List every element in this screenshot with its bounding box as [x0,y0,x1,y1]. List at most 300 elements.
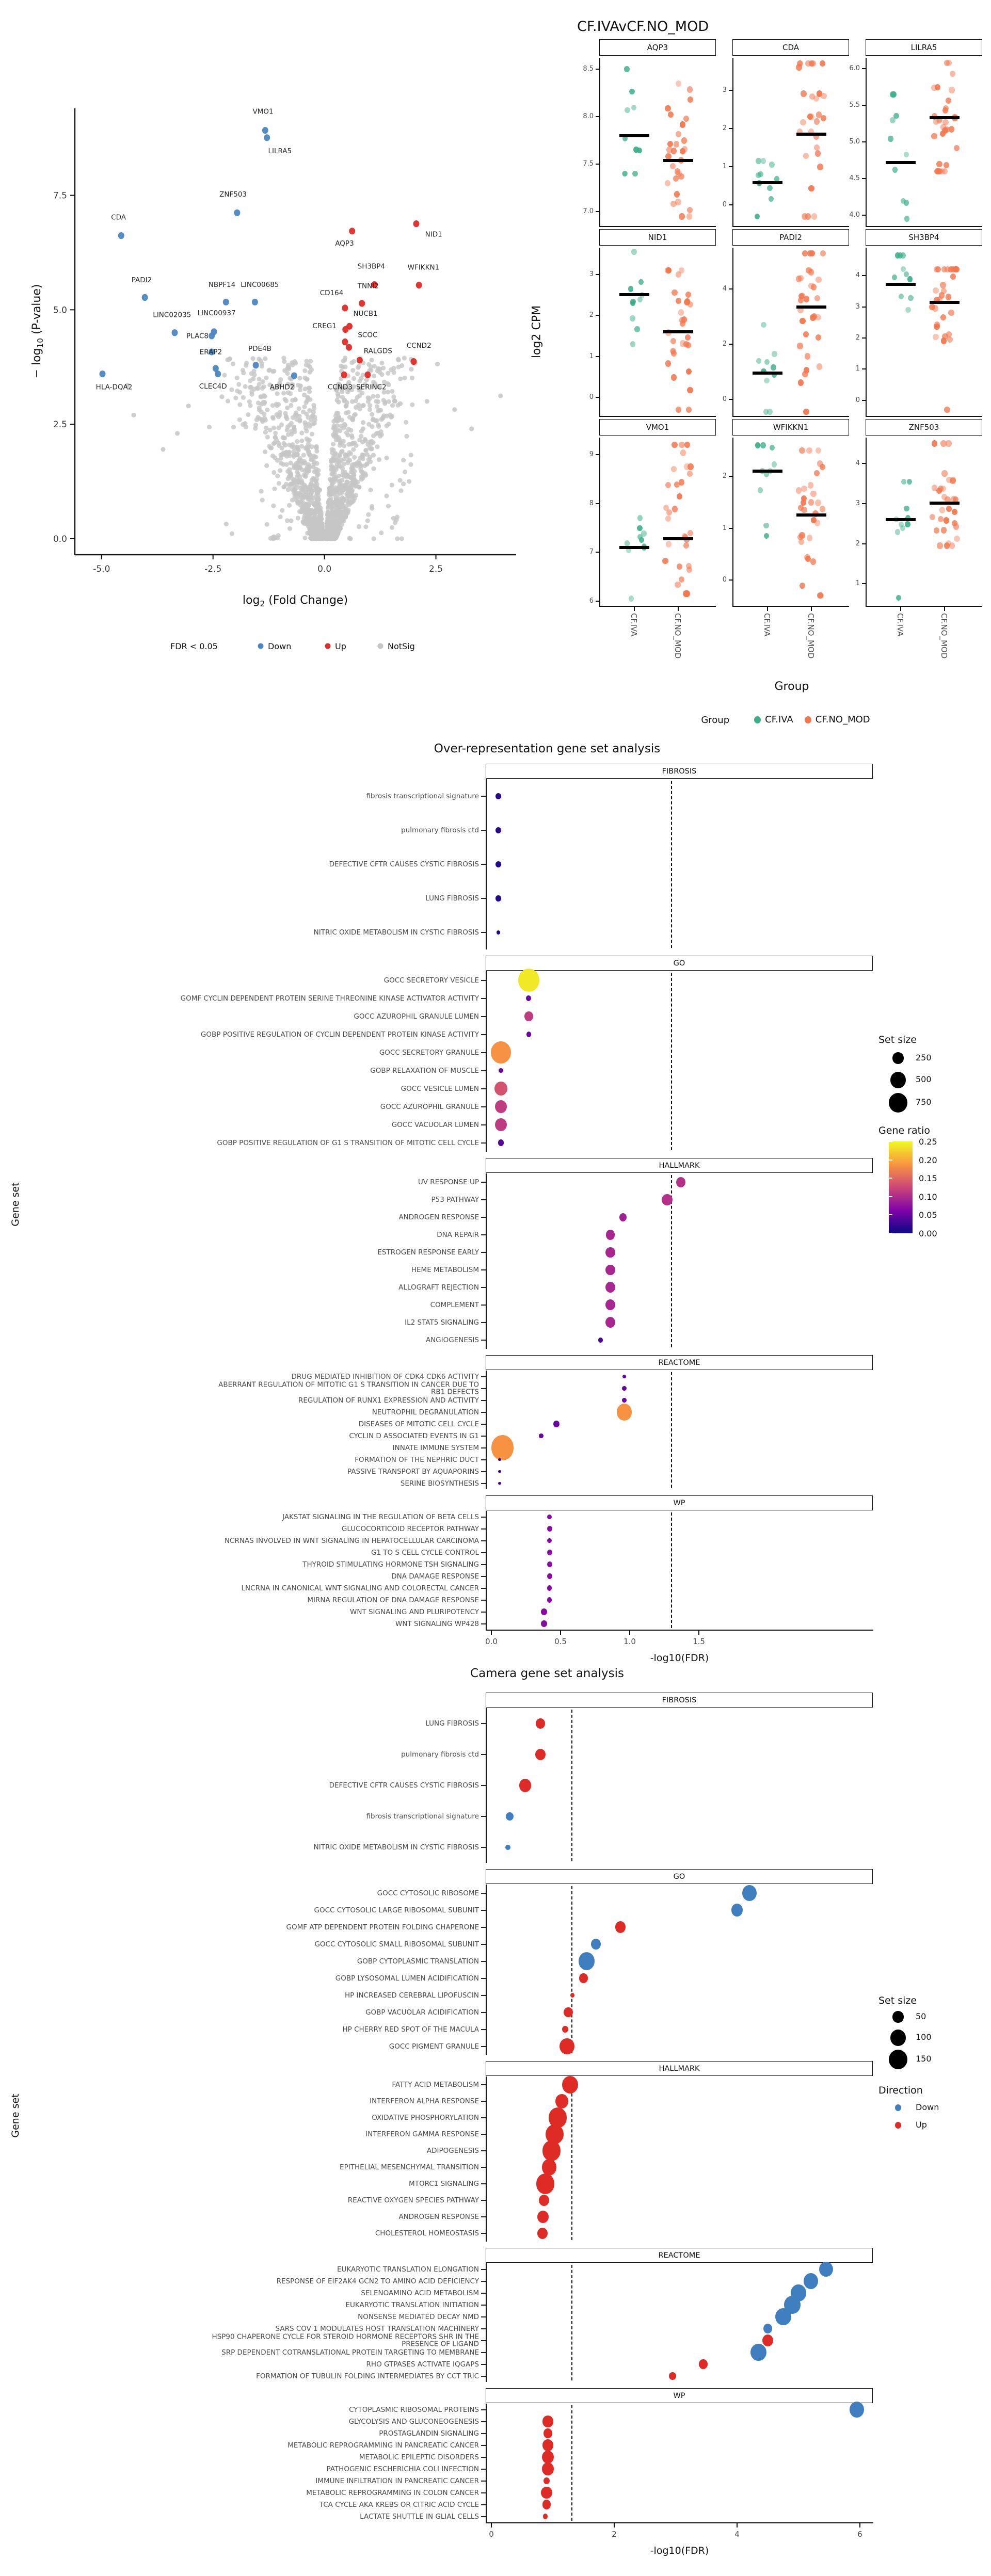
facet-strip-FIBROSIS: FIBROSIS [486,764,873,779]
gene-label-ERAP2: ERAP2 [199,348,222,357]
x-tick-label: 1.0 [624,1637,636,1646]
row-label: COMPLEMENT [430,1300,479,1309]
row-tick [481,2216,486,2217]
row-tick [481,1816,486,1817]
row-tick [481,2376,486,2377]
dot-formation-of-tubulin-folding-intermediat [669,2372,676,2380]
svg-text:0.0: 0.0 [317,564,332,574]
svg-text:7.5: 7.5 [53,190,67,201]
facet-strip-HALLMARK: HALLMARK [486,1158,873,1173]
row-label: LNCRNA IN CANONICAL WNT SIGNALING AND COLORECTAL CANCER [241,1584,479,1592]
colorbar-tick-0.20: 0.20 [919,1155,937,1165]
gene-label-CDA: CDA [111,213,126,222]
x-axis-label: -log10(FDR) [650,1652,709,1664]
y-tick-label: 4 [722,285,727,293]
gene-label-SERINC2: SERINC2 [356,383,387,392]
gene-label-LILRA5: LILRA5 [268,147,292,155]
dot-srp-dependent-cotranslational-protein-ta [750,2344,766,2361]
significance-threshold-line [571,2078,572,2240]
fdr-legend-label-Down: Down [268,641,292,651]
dot-sars-cov-1-modulates-host-translation-ma [763,2324,773,2334]
row-label: EUKARYOTIC TRANSLATION INITIATION [345,2300,479,2309]
row-label: LUNG FIBROSIS [425,1719,479,1728]
row-tick [481,2084,486,2085]
fdr-legend-label-NotSig: NotSig [388,641,415,651]
significance-threshold-line [571,2405,572,2521]
dot-pathogenic-escherichia-coli-infection [542,2462,553,2475]
row-label: GOBP CYTOPLASMIC TRANSLATION [357,1957,479,1966]
dot-hp-increased-cerebral-lipofuscin [570,1993,574,1998]
gene-label-CREG1: CREG1 [312,321,337,330]
ora-ylabel: Gene set [10,1182,21,1227]
y-tick-label: 0 [855,396,860,404]
group-legend-title: Group [701,714,730,726]
row-label: G1 TO S CELL CYCLE CONTROL [371,1548,479,1557]
row-tick [481,2516,486,2517]
row-label: GOCC PIGMENT GRANULE [389,2042,479,2051]
row-label: GOCC AZUROPHIL GRANULE LUMEN [354,1012,479,1021]
x-tick-label: 4 [734,2530,740,2539]
row-label: ESTROGEN RESPONSE EARLY [377,1248,479,1257]
y-tick-label: 3 [722,86,727,94]
row-label: pulmonary fibrosis ctd [401,826,479,834]
camera-set-size-legend-title: Set size [878,1995,917,2006]
dot-gocc-pigment-granule [560,2038,574,2054]
gene-label-PLAC8: PLAC8 [186,332,209,341]
row-label: IMMUNE INFILTRATION IN PANCREATIC CANCER [315,2476,479,2485]
svg-text:2.5: 2.5 [429,564,443,574]
row-tick [481,1847,486,1848]
gene-label-WFIKKN1: WFIKKN1 [407,263,440,272]
row-label: MTORC1 SIGNALING [409,2179,479,2188]
row-label: NONSENSE MEDIATED DECAY NMD [358,2312,479,2321]
row-label: GOBP RELAXATION OF MUSCLE [370,1066,479,1075]
y-tick-label: 3 [855,500,860,508]
y-tick-label: 0 [589,393,594,401]
x-tick-label: 6 [857,2530,862,2539]
dot-rho-gtpases-activate-iqgaps [699,2359,707,2369]
gene-label-ZNF503: ZNF503 [219,190,247,199]
set-size-label-500: 500 [916,1074,932,1084]
dot-cholesterol-homeostasis [537,2228,548,2239]
row-label: NCRNAS INVOLVED IN WNT SIGNALING IN HEPATOCELLULAR CARCINOMA [224,1536,479,1545]
row-tick [481,2183,486,2184]
row-label: RHO GTPASES ACTIVATE IQGAPS [366,2360,479,2369]
gene-label-PDE4B: PDE4B [248,345,271,353]
x-axis-tick [614,2523,615,2527]
x-axis-tick [737,2523,738,2527]
gene-label-RALGDS: RALGDS [363,347,392,356]
y-tick-label: 3 [589,270,594,278]
row-label: EUKARYOTIC TRANSLATION ELONGATION [337,2265,479,2274]
facet-strip-FIBROSIS: FIBROSIS [486,1693,873,1708]
dot-epithelial-mesenchymal-transition [542,2159,556,2175]
row-label: OXIDATIVE PHOSPHORYLATION [372,2113,479,2122]
row-label: GOCC CYTOSOLIC RIBOSOME [377,1889,479,1897]
row-label: DEFECTIVE CFTR CAUSES CYSTIC FIBROSIS [329,1781,479,1790]
volcano-xlabel: $\log_2$ (Fold Change) [242,594,348,608]
fdr-legend-label-Up: Up [335,641,346,651]
y-tick-label: 7 [589,548,594,556]
facet-strip-GO: GO [486,1869,873,1884]
svg-text:-5.0: -5.0 [93,564,110,574]
y-tick-label: 9 [589,450,594,459]
dot-adipogenesis [542,2140,561,2161]
row-label: GOCC SECRETORY GRANULE [379,1048,479,1057]
y-tick-label: 8.5 [583,65,594,73]
row-tick [481,1944,486,1945]
row-tick [481,1961,486,1962]
facet-strip-WP: WP [486,2388,873,2403]
row-label: ABERRANT REGULATION OF MITOTIC G1 S TRANSITION IN CANCER DUE TO RB1 DEFECTS [218,1380,479,1396]
set-size-label-750: 750 [916,1097,932,1107]
row-label: DISEASES OF MITOTIC CELL CYCLE [358,1420,479,1428]
facet-strip-HALLMARK: HALLMARK [486,2061,873,2076]
row-label: INNATE IMMUNE SYSTEM [392,1443,479,1452]
row-tick [481,1785,486,1786]
row-label: ADIPOGENESIS [426,2146,479,2155]
x-tick-label: 0.5 [554,1637,567,1646]
row-label: HEME METABOLISM [411,1265,479,1274]
x-tick-label: 0.0 [485,1637,498,1646]
colorbar-tick-0.05: 0.05 [919,1210,937,1220]
row-label: GOCC AZUROPHIL GRANULE [380,1102,479,1111]
row-label: pulmonary fibrosis ctd [401,1750,479,1759]
row-tick [481,2409,486,2410]
row-tick [481,2340,486,2341]
colorbar-tick-0.10: 0.10 [919,1192,937,1202]
row-label: GOCC CYTOSOLIC LARGE RIBOSOMAL SUBUNIT [314,1906,479,1914]
y-tick-label: 0 [722,575,727,584]
y-tick-label: 4 [855,271,860,280]
row-label: HP CHERRY RED SPOT OF THE MACULA [342,2025,479,2034]
row-tick [481,2200,486,2201]
row-label: fibrosis transcriptional signature [366,1812,479,1821]
row-tick [481,2469,486,2470]
row-label: SRP DEPENDENT COTRANSLATIONAL PROTEIN TARGETING TO MEMBRANE [221,2348,479,2357]
significance-threshold-line [571,1886,572,2053]
dot-prostaglandin-signaling [544,2428,552,2438]
significance-threshold-line [571,2265,572,2380]
x-axis-line [486,2522,873,2523]
stripchart-ylabel: log2 CPM [530,305,544,359]
dot-gocc-cytosolic-small-ribosomal-subunit [591,1939,601,1950]
row-label: ALLOGRAFT REJECTION [398,1283,479,1292]
set-size-label-250: 250 [916,1053,932,1062]
y-tick-label: 4.5 [849,174,860,182]
y-tick-label: 6 [589,597,594,605]
row-label: HP INCREASED CEREBRAL LIPOFUSCIN [344,1991,479,2000]
row-label: MIRNA REGULATION OF DNA DAMAGE RESPONSE [307,1596,479,1604]
row-label: GOBP VACUOLAR ACIDIFICATION [365,2008,479,2017]
panel-y-axis [486,1885,487,2055]
row-tick [481,2167,486,2168]
row-label: METABOLIC REPROGRAMMING IN COLON CANCER [306,2488,479,2497]
set-size-label-100: 100 [916,2032,932,2042]
row-tick [481,1723,486,1724]
row-tick [481,2328,486,2329]
row-label: GOMF CYCLIN DEPENDENT PROTEIN SERINE THREONINE KINASE ACTIVATOR ACTIVITY [180,994,479,1003]
row-label: FATTY ACID METABOLISM [392,2080,479,2089]
gene-label-CCND2: CCND2 [406,342,431,350]
row-label: NITRIC OXIDE METABOLISM IN CYSTIC FIBROSIS [313,1843,479,1852]
row-tick [481,2445,486,2446]
row-label: GLYCOLYSIS AND GLUCONEOGENESIS [348,2417,479,2426]
row-tick [481,2281,486,2282]
row-tick [481,1910,486,1911]
panel-y-axis [486,2263,487,2382]
facet-strip-CDA: CDA [732,39,849,56]
y-tick-label: 2 [589,311,594,319]
y-tick-label: 1 [855,365,860,373]
x-tick-label-CF.NO_MOD: CF.NO_MOD [939,613,949,659]
y-tick-label: 4 [855,459,860,468]
row-label: CHOLESTEROL HOMEOSTASIS [375,2229,479,2237]
dot-gobp-lysosomal-lumen-acidification [579,1973,587,1983]
gene-label-SCOC: SCOC [358,331,378,340]
dot-reactive-oxygen-species-pathway [539,2195,549,2206]
y-tick-label: 1 [589,352,594,360]
panel-y-axis [486,1708,487,1863]
row-label: IL2 STAT5 SIGNALING [405,1318,479,1327]
y-tick-label: 2 [722,340,727,348]
facet-strip-LILRA5: LILRA5 [866,39,982,56]
row-tick [481,2150,486,2151]
row-tick [481,2293,486,2294]
dot-hsp90-chaperone-cycle-for-steroid-hormon [762,2335,773,2346]
row-label: REGULATION OF RUNX1 EXPRESSION AND ACTIVITY [298,1396,479,1405]
gene-label-SH3BP4: SH3BP4 [357,262,385,271]
facet-strip-ZNF503: ZNF503 [866,419,982,436]
y-tick-label: 1 [722,524,727,532]
row-label: CYCLIN D ASSOCIATED EVENTS IN G1 [349,1431,479,1440]
row-label: DNA REPAIR [437,1230,479,1239]
set-size-dot-150 [889,2050,908,2070]
row-tick [481,2012,486,2013]
colorbar-tick-0.25: 0.25 [919,1137,937,1147]
x-axis-tick [859,2523,860,2527]
row-label: ANGIOGENESIS [425,1335,479,1344]
camera-title: Camera gene set analysis [470,1667,624,1680]
row-label: GLUCOCORTICOID RECEPTOR PATHWAY [341,1524,479,1533]
y-tick-label: 4.0 [849,211,860,219]
dot-hp-cherry-red-spot-of-the-macula [562,2026,568,2033]
row-label: SERINE BIOSYNTHESIS [400,1479,479,1488]
row-label: INTERFERON GAMMA RESPONSE [365,2130,479,2138]
row-label: SELENOAMINO ACID METABOLISM [361,2289,479,2297]
direction-dot-Up [895,2122,901,2129]
row-label: GOMF ATP DEPENDENT PROTEIN FOLDING CHAPERONE [286,1923,479,1931]
y-tick-label: 0 [722,395,727,403]
row-label: GOCC CYTOSOLIC SMALL RIBOSOMAL SUBUNIT [314,1940,479,1949]
ora-title: Over-representation gene set analysis [434,742,661,755]
row-label: fibrosis transcriptional signature [366,792,479,800]
x-tick-label-CF.IVA: CF.IVA [762,613,772,637]
facet-strip-AQP3: AQP3 [599,39,716,56]
facet-strip-PADI2: PADI2 [732,229,849,246]
stripchart-xlabel: Group [774,680,809,693]
row-tick [481,2481,486,2482]
set-size-dot-50 [892,2011,903,2022]
dot-metabolic-epileptic-disorders [542,2451,554,2464]
set-size-label-150: 150 [916,2054,932,2064]
row-label: GOBP LYSOSOMAL LUMEN ACIDIFICATION [335,1974,479,1983]
row-label: SARS COV 1 MODULATES HOST TRANSLATION MACHINERY [275,2324,479,2333]
row-tick [481,2046,486,2047]
y-tick-label: 5.0 [849,138,860,146]
gene-label-TNNI2: TNNI2 [357,282,379,291]
row-tick [481,2101,486,2102]
row-label: GOCC VACUOLAR LUMEN [391,1120,479,1129]
facet-strip-REACTOME: REACTOME [486,2248,873,2263]
row-label: WNT SIGNALING AND PLURIPOTENCY [349,1607,479,1616]
row-label: PROSTAGLANDIN SIGNALING [379,2429,479,2438]
row-tick [481,1978,486,1979]
gene-ratio-legend-title: Gene ratio [878,1125,930,1136]
y-tick-label: 7.0 [583,207,594,216]
row-tick [481,2492,486,2493]
gene-label-LINC02035: LINC02035 [153,311,191,319]
dot-cytoplasmic-ribosomal-proteins [850,2402,864,2417]
dot-defective-cftr-causes-cystic-fibrosis [519,1779,531,1792]
panel-y-axis [486,2404,487,2522]
dot-response-of-eif2ak4-gcn2-to-amino-acid-d [804,2273,818,2289]
dot-tca-cycle-aka-krebs-or-citric-acid-cycle [542,2500,551,2509]
row-label: INTERFERON ALPHA RESPONSE [370,2097,479,2105]
svg-text:0.0: 0.0 [53,534,67,544]
row-label: GOCC SECRETORY VESICLE [383,976,479,985]
set-size-legend-title: Set size [878,1034,917,1045]
y-tick-label: 2 [855,539,860,548]
facet-strip-REACTOME: REACTOME [486,1355,873,1370]
row-label: METABOLIC EPILEPTIC DISORDERS [359,2453,479,2461]
svg-text:2.5: 2.5 [53,420,67,430]
x-axis-label: -log10(FDR) [650,2545,709,2556]
x-tick-label-CF.NO_MOD: CF.NO_MOD [806,613,816,659]
gene-label-ABHD2: ABHD2 [269,383,295,392]
gene-label-VMO1: VMO1 [252,107,274,116]
row-tick [481,2364,486,2365]
facet-strip-WP: WP [486,1495,873,1510]
x-tick-label-CF.NO_MOD: CF.NO_MOD [673,613,682,659]
gene-label-AQP3: AQP3 [335,239,354,248]
svg-text:-2.5: -2.5 [204,564,222,574]
x-tick-label-CF.IVA: CF.IVA [629,613,638,637]
y-tick-label: 1 [722,163,727,171]
row-label: METABOLIC REPROGRAMMING IN PANCREATIC CANCER [287,2441,479,2450]
y-tick-label: 8 [589,499,594,507]
x-tick-label-CF.IVA: CF.IVA [896,613,905,637]
svg-text:5.0: 5.0 [53,305,67,316]
legend-label: CF.IVA [765,714,793,725]
row-label: NEUTROPHIL DEGRANULATION [372,1408,479,1416]
dot-nonsense-mediated-decay-nmd [775,2308,791,2326]
row-label: TCA CYCLE AKA KREBS OR CITRIC ACID CYCLE [319,2500,479,2509]
dot-gobp-vacuolar-acidification [564,2007,573,2018]
row-label: GOCC VESICLE LUMEN [401,1084,479,1093]
row-label: EPITHELIAL MESENCHYMAL TRANSITION [340,2163,479,2171]
row-tick [481,2316,486,2317]
camera-ylabel: Gene set [10,2094,21,2138]
gene-label-NBPF14: NBPF14 [208,281,236,289]
row-label: JAKSTAT SIGNALING IN THE REGULATION OF BETA CELLS [282,1512,479,1521]
row-label: GOBP POSITIVE REGULATION OF G1 S TRANSITION OF MITOTIC CELL CYCLE [217,1138,479,1147]
row-label: P53 PATHWAY [431,1195,479,1204]
facet-strip-VMO1: VMO1 [599,419,716,436]
row-label: UV RESPONSE UP [418,1178,479,1186]
direction-legend-title: Direction [878,2085,923,2096]
facet-strip-SH3BP4: SH3BP4 [866,229,982,246]
significance-threshold-line [571,1710,572,1861]
row-label: PASSIVE TRANSPORT BY AQUAPORINS [347,1467,479,1476]
row-tick [481,2134,486,2135]
facet-strip-GO: GO [486,956,873,971]
row-label: LACTATE SHUTTLE IN GLIAL CELLS [360,2512,479,2521]
x-axis-tick [491,2523,492,2527]
dot-androgen-response [537,2211,549,2223]
row-tick [481,2117,486,2118]
row-tick [481,2269,486,2270]
row-tick [481,2352,486,2353]
row-tick [481,1893,486,1894]
direction-label-Down: Down [916,2102,939,2112]
dot-fibrosis-transcriptional-signature [506,1812,514,1821]
row-label: CYTOPLASMIC RIBOSOMAL PROTEINS [349,2405,479,2414]
set-size-label-50: 50 [916,2011,926,2021]
dot-glycolysis-and-gluconeogenesis [542,2416,553,2427]
dot-immune-infiltration-in-pancreatic-cancer [544,2477,550,2484]
dot-interferon-alpha-response [555,2094,568,2108]
row-label: THYROID STIMULATING HORMONE TSH SIGNALING [302,1560,479,1569]
y-tick-label: 0 [722,201,727,209]
dot-lung-fibrosis [536,1718,545,1729]
gene-label-CD164: CD164 [319,289,344,297]
x-tick-label: 1.5 [693,1637,705,1646]
dot-gocc-cytosolic-ribosome [742,1885,757,1901]
dot-gocc-cytosolic-large-ribosomal-subunit [731,1904,743,1916]
stripchart-title: CF.IVAvCF.NO_MOD [577,19,709,35]
row-tick [481,1754,486,1755]
row-tick [481,2029,486,2030]
y-tick-label: 3 [855,302,860,311]
dot-metabolic-reprogramming-in-colon-cancer [541,2487,552,2499]
row-tick [481,2421,486,2422]
legend-label: CF.NO_MOD [815,714,870,725]
y-tick-label: 6.0 [849,65,860,73]
volcano-ylabel: − $\log_{10}$ (P-value) [30,284,45,379]
dot-gomf-atp-dependent-protein-folding-chape [615,1921,626,1933]
row-label: FORMATION OF THE NEPHRIC DUCT [355,1455,479,1464]
gene-label-LINC00937: LINC00937 [197,309,236,317]
gene-label-CLEC4D: CLEC4D [199,382,227,391]
dot-metabolic-reprogramming-in-pancreatic-ca [542,2439,553,2451]
dot-eukaryotic-translation-elongation [819,2262,833,2277]
y-tick-label: 2 [722,472,727,480]
row-tick [481,1995,486,1996]
row-label: FORMATION OF TUBULIN FOLDING INTERMEDIATES BY CCT TRIC [256,2372,479,2380]
set-size-dot-100 [890,2030,906,2046]
y-tick-label: 5.5 [849,101,860,109]
colorbar-tick-0.00: 0.00 [919,1229,937,1238]
row-label: NITRIC OXIDE METABOLISM IN CYSTIC FIBROSIS [313,928,479,937]
row-label: GOBP POSITIVE REGULATION OF CYCLIN DEPENDENT PROTEIN KINASE ACTIVITY [200,1030,479,1039]
y-tick-label: 2 [722,124,727,133]
row-label: LUNG FIBROSIS [425,894,479,903]
x-tick-label: 0 [489,2530,494,2539]
dot-nitric-oxide-metabolism-in-cystic-fibros [505,1845,510,1850]
row-label: DEFECTIVE CFTR CAUSES CYSTIC FIBROSIS [329,860,479,868]
row-tick [481,2504,486,2505]
